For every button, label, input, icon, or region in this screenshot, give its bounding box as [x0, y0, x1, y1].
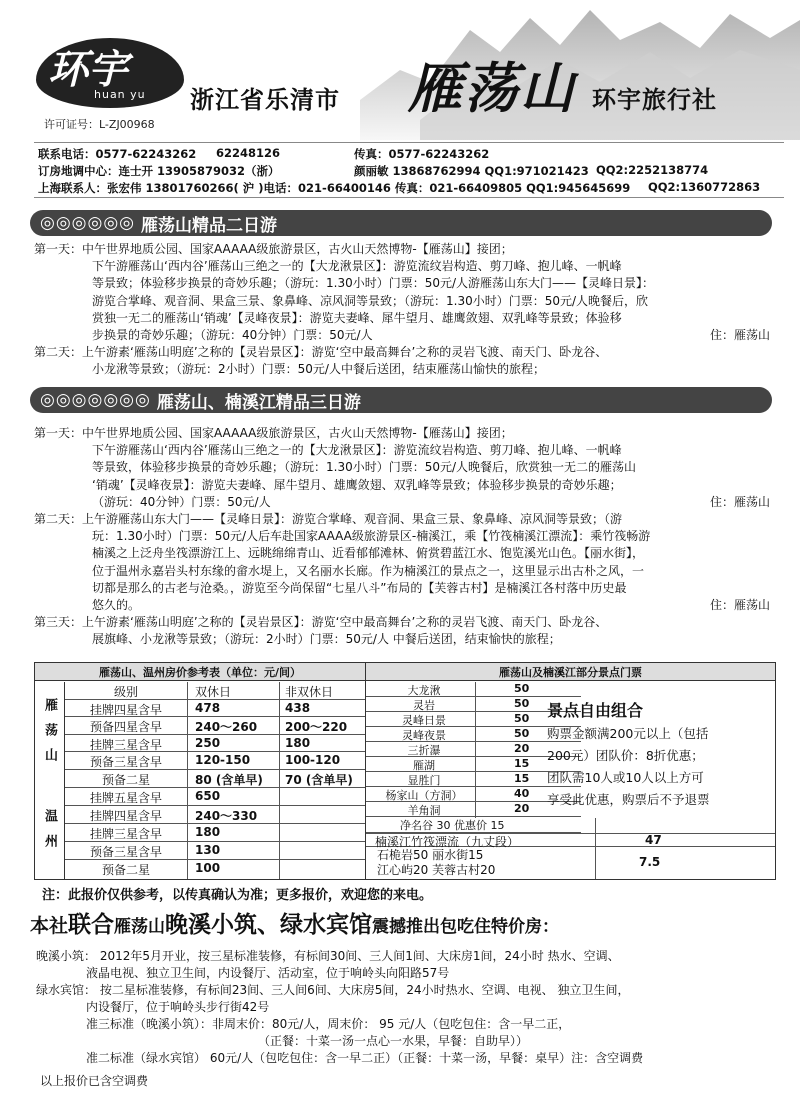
tour2-line: 展旗峰、小龙湫等景致；（游玩：2小时）门票：50元/人 中餐后送团，结束愉快的旅程；: [92, 632, 561, 647]
hotel-details: [36, 948, 776, 1067]
tour1-header: [30, 210, 772, 236]
table-row: [65, 860, 365, 879]
contact-phone: 联系电话：0577-62243262: [38, 147, 197, 161]
hotel-line: 绿水宾馆： 按二星标准装修，有标间23间、三人间6间、大床房5间，24小时热水、空调、电视、 独立卫生间，: [36, 983, 630, 997]
tour2-line: 第一天：中午世界地质公园、国家AAAAA级旅游景区，古火山天然博物-【雁荡山】接团；: [34, 426, 513, 440]
tour2-stay: 住：雁荡山: [709, 494, 770, 509]
ticket-name: 羊角洞: [407, 804, 441, 817]
booking-contact-2: 颜丽敏 13868762994 QQ1:971021423: [354, 164, 589, 178]
weekend-price: 240～330: [195, 809, 258, 823]
tour1-line: 第二天：上午游素‘雁荡山明庭’之称的【灵岩景区】：游览‘空中最高舞台’之称的灵岩飞渡、南天门、卧龙谷、: [34, 345, 608, 360]
hotel-line: 液晶电视、独立卫生间，内设餐厅、活动室，位于响岭头向阳路57号: [86, 966, 450, 980]
tour2-line: （游玩：40分钟）门票：50元/人: [92, 494, 271, 509]
weekend-price: 650: [195, 789, 221, 803]
room-level: 预备二星: [101, 863, 150, 877]
ticket-name: 灵峰日景: [402, 714, 446, 727]
tour1-line: 赏独一无二的雁荡山‘销魂’【灵峰夜景】：游览夫妻峰、犀牛望月、雄鹰敛翅、双乳峰等景致；体验移: [92, 310, 622, 325]
header: [0, 0, 800, 140]
city-yandangshan: 雁荡山: [35, 682, 65, 788]
promo-part: 联合: [68, 912, 115, 938]
tour2-line: 切都是那么的古老与沧桑。，游览至今尚保留“七星八斗”布局的【芙蓉古村】是楠溪江各村落中历史最: [92, 580, 627, 595]
contact-fax: 传真：0577-62243262: [354, 147, 490, 161]
ticket-name: 灵岩: [413, 699, 435, 712]
table-row: [65, 842, 365, 860]
combo-line: 享受此优惠，购票后不予退票: [547, 792, 710, 807]
tour2-line: 第三天：上午游素‘雁荡山明庭’之称的【灵岩景区】：游览‘空中最高舞台’之称的灵岩飞渡、南天门、卧龙谷、: [34, 615, 608, 630]
city-wenzhou: 温州: [35, 788, 65, 879]
license-number: 许可证号：L-ZJ00968: [44, 118, 155, 131]
ticket-price: 40: [514, 787, 530, 800]
raft-price: 47: [645, 833, 662, 847]
hotel-line: 内设餐厅，位于响岭头步行街42号: [86, 1000, 270, 1014]
weekend-price: 250: [195, 735, 221, 750]
room-level: 挂牌三星含早: [89, 827, 162, 841]
shanghai-qq2: QQ2:1360772863: [648, 180, 761, 194]
promo-banner: [30, 906, 780, 939]
room-level: 挂牌四星含早: [89, 702, 162, 717]
combo-line: 团队需10人或10人以上方可: [547, 770, 704, 785]
small-attraction-line: 石桅岩50 丽水街15: [377, 848, 484, 862]
tour2-header: [30, 387, 772, 413]
room-level: 挂牌三星含早: [89, 737, 162, 752]
shanghai-contact: 上海联系人：张宏伟 13801760266( 沪 )电话：021-66400146 传真：021-66409805 QQ1:945645699: [38, 181, 631, 195]
hotel-price-title: 雁荡山、温州房价参考表（单位：元/间）: [35, 663, 365, 681]
tour2-line: 等景致，体验移步换景的奇妙乐趣；（游玩：1.30小时）门票：50元/人晚餐后，欣赏独一无二的雁荡山: [92, 460, 637, 475]
ticket-name: 杨家山（方洞）: [385, 789, 463, 802]
room-level: 预备四星含早: [89, 720, 162, 734]
tour1-itinerary: [34, 241, 778, 379]
weekend-price: 130: [195, 843, 221, 857]
small-attraction-line: 江心屿20 芙蓉古村20: [377, 863, 496, 877]
tour1-bullets: ◎◎◎◎◎◎: [40, 213, 136, 233]
weekend-price: 100: [195, 861, 221, 875]
tour1-line: 小龙湫等景致；（游玩：2小时）门票：50元/人中餐后送团，结束雁荡山愉快的旅程；: [92, 362, 545, 377]
weekday-price: 70 (含单早): [285, 772, 353, 787]
header-brand: 雁荡山: [408, 56, 576, 120]
weekend-price: 80 (含单早): [195, 772, 263, 787]
contact-block: [34, 142, 784, 198]
tour1-line: 下午游雁荡山‘西内谷’雁荡山三绝之一的【大龙湫景区】：游览流纹岩构造、剪刀峰、抱儿峰、一帆峰: [92, 259, 622, 274]
promo-part: 震撼推出包吃住特价房：: [372, 917, 560, 937]
weekday-price: 100-120: [285, 753, 341, 767]
ticket-price: 15: [514, 772, 530, 785]
tour2-line: 下午游雁荡山‘西内谷’雁荡山三绝之一的【大龙湫景区】：游览流纹岩构造、剪刀峰、抱儿峰、一帆峰: [92, 443, 622, 458]
tour2-title: 雁荡山、楠溪江精品三日游: [156, 392, 361, 413]
tour2-line: 第二天：上午游雁荡山东大门——【灵峰日景】：游览合掌峰、观音洞、果盒三景、象鼻峰、凉风洞等景致；（游: [34, 511, 623, 526]
promo-part: 晚溪小筑、绿水宾馆: [165, 912, 373, 938]
header-agency: 环宇旅行社: [592, 86, 717, 114]
room-level: 挂牌四星含早: [89, 809, 162, 823]
ticket-row: [366, 682, 581, 697]
table-row: [65, 752, 365, 770]
logo-text: 环宇: [48, 46, 128, 93]
tour2-line: 位于温州永嘉岩头村东缘的畲水堤上，又名丽水长廊。作为楠溪江的景点之一，这里显示出古朴之风，一: [92, 563, 645, 578]
column-line: [279, 682, 280, 879]
ticket-name: 显胜门: [407, 774, 441, 787]
tour2-line-day2-last: [34, 597, 778, 614]
promo-part: 本社: [30, 915, 69, 937]
weekend-price: 240～260: [195, 720, 258, 734]
booking-center: 订房地调中心：连士开 13905879032（浙）: [38, 164, 280, 178]
tour1-line: 等景致；体验移步换景的奇妙乐趣；（游玩：1.30小时）门票：50元/人游雁荡山东大门——【灵峰日景】：: [92, 276, 655, 291]
logo-pinyin: huan yu: [94, 88, 146, 101]
ticket-price: 50: [514, 712, 530, 725]
ticket-price: 20: [514, 802, 530, 815]
col-level: 级别: [113, 685, 138, 699]
tour2-line: 楠溪之上泛舟坐筏漂游江上、远眺绵绵青山、近看郁郁滩林、俯赏碧蓝江水、饱览溪光山色。【丽水街】，: [92, 546, 645, 561]
weekday-price: 200～220: [285, 720, 348, 734]
tour1-line: 步换景的奇妙乐趣；（游玩：40分钟）门票：50元/人: [92, 327, 373, 342]
column-line: [595, 818, 596, 879]
tour1-title: 雁荡山精品二日游: [141, 215, 278, 236]
tour1-stay: 住：雁荡山: [709, 327, 770, 342]
hotel-line: （正餐：十菜一汤一点心一水果，早餐：自助早））: [258, 1034, 529, 1048]
tour2-stay-2: 住：雁荡山: [709, 597, 770, 612]
room-level: 预备三星含早: [89, 845, 162, 859]
hotel-line: 晚溪小筑： 2012年5月开业，按三星标准装修，有标间30间、三人间1间、大床房1间，24小时 热水、空调、: [36, 949, 620, 963]
brand-logo: [36, 38, 184, 108]
tour2-line-day1-last: [34, 494, 778, 511]
tour1-line: 游览合掌峰、观音洞、果盒三景、象鼻峰、凉风洞等景致；（游玩：1.30小时）门票：50元/人晚餐后，欣: [92, 293, 649, 308]
room-level: 预备二星: [101, 772, 150, 787]
small-attractions: [377, 848, 495, 878]
tour1-line: 第一天：中午世界地质公园、国家AAAAA级旅游景区，古火山天然博物-【雁荡山】接团；: [34, 242, 513, 256]
ticket-summary: 净名谷 30 优惠价 15: [400, 819, 505, 832]
header-location: 浙江省乐清市: [190, 86, 340, 114]
table-row: [65, 806, 365, 824]
ticket-price-title: 雁荡山及楠溪江部分景点门票: [366, 663, 775, 681]
hotel-line: 准三标准（晚溪小筑）：非周末价：80元/人，周末价： 95 元/人（包吃包住：含一早二正，: [86, 1017, 571, 1031]
price-note: 注：此报价仅供参考，以传真确认为准；更多报价，欢迎您的来电。: [42, 888, 433, 903]
tour2-line: ‘销魂’【灵峰夜景】：游览夫妻峰、犀牛望月、雄鹰敛翅、双乳峰等景致；体验移步换景的奇妙乐趣；: [92, 477, 622, 492]
ticket-name: 三折瀑: [407, 744, 441, 757]
ticket-price: 50: [514, 697, 530, 710]
promo-part: 雁荡山: [114, 917, 166, 937]
combo-offer: [547, 699, 772, 811]
footer-note: 以上报价已含空调费: [40, 1074, 149, 1088]
hotel-line: 准二标准（绿水宾馆） 60元/人（包吃包住：含一早二正）（正餐：十菜一汤，早餐：桌早）注：含空调费: [86, 1051, 644, 1065]
ticket-name: 雁湖: [413, 759, 435, 772]
weekend-price: 120-150: [195, 753, 251, 767]
weekend-price: 478: [195, 700, 221, 715]
ticket-price: 50: [514, 682, 530, 695]
table-row: [65, 735, 365, 753]
col-weekend: 双休日: [195, 685, 232, 699]
ticket-price: 20: [514, 742, 530, 755]
table-row: [65, 717, 365, 735]
ticket-price: 15: [514, 757, 530, 770]
table-row: [65, 700, 365, 718]
tour2-line: 玩：1.30小时）门票：50元/人后车赴国家AAAA级旅游景区-楠溪江，乘【竹筏楠溪江漂流】：乘竹筏畅游: [92, 529, 651, 544]
ticket-name: 灵峰夜景: [402, 729, 446, 742]
ticket-summary-row: [366, 817, 581, 833]
tour2-line: 悠久的。: [92, 597, 141, 612]
col-weekday: 非双休日: [285, 685, 334, 699]
table-row: [65, 824, 365, 842]
tour2-bullets: ◎◎◎◎◎◎◎: [40, 390, 151, 410]
ticket-name: 大龙湫: [407, 684, 441, 697]
ticket-price: 50: [514, 727, 530, 740]
tour1-line-last: [34, 327, 778, 344]
weekday-price: 180: [285, 735, 311, 750]
tour2-itinerary: [34, 425, 778, 648]
price-table: [34, 662, 776, 880]
weekend-price: 180: [195, 825, 221, 839]
combo-line: 购票金额满200元以上（包括: [547, 726, 709, 741]
weekday-price: 438: [285, 700, 311, 715]
room-level: 挂牌五星含早: [89, 791, 162, 805]
table-row: [65, 770, 365, 789]
small-attraction-price: 7.5: [639, 855, 661, 869]
booking-qq2: QQ2:2252138774: [596, 163, 709, 177]
room-level: 预备三星含早: [89, 755, 162, 769]
contact-phone-2: 62248126: [216, 146, 281, 160]
table-row: [65, 788, 365, 806]
combo-line: 200元）团队价：8折优惠；: [547, 748, 704, 763]
column-line: [475, 682, 476, 818]
table-header-row: [65, 682, 365, 700]
raft-name: 楠溪江竹筏漂流（九丈段）: [375, 835, 520, 849]
combo-title: 景点自由组合: [547, 701, 644, 720]
column-line: [187, 682, 188, 879]
